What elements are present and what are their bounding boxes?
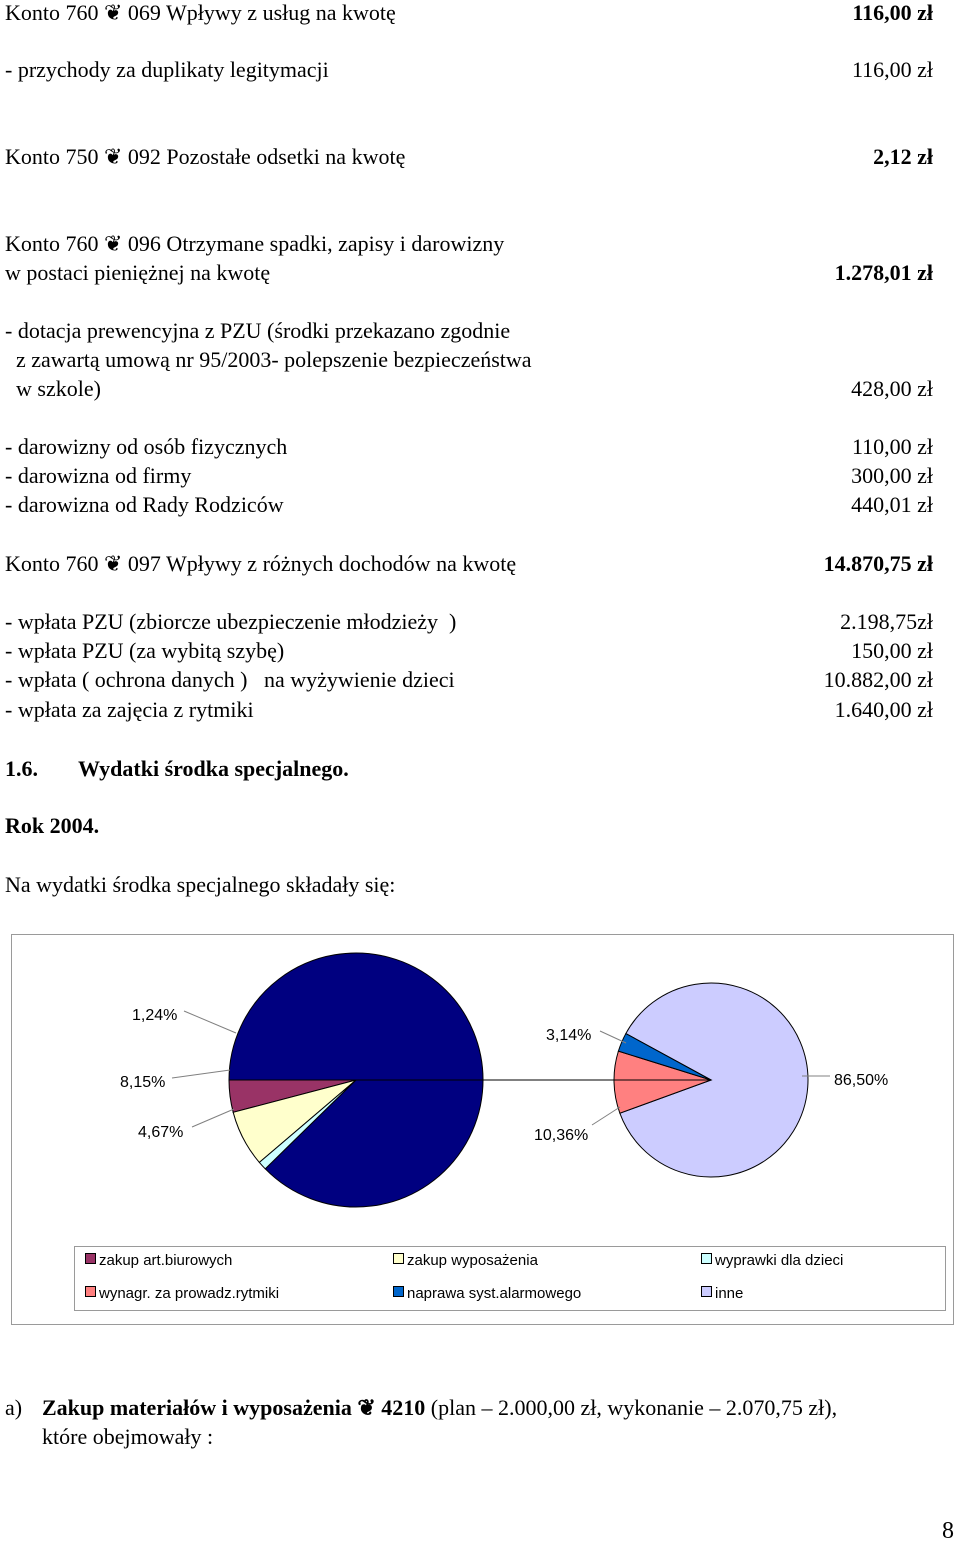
year-heading: Rok 2004.	[5, 813, 100, 838]
label-leader	[172, 1070, 230, 1078]
line-text: Konto 750 ❦ 092 Pozostałe odsetki na kwotę	[5, 144, 406, 169]
line-text: w postaci pieniężnej na kwotę	[5, 260, 271, 285]
line-amount: 150,00 zł	[851, 638, 933, 663]
legend-label: naprawa syst.alarmowego	[407, 1285, 582, 1302]
line-amount: 428,00 zł	[851, 376, 933, 401]
legend-swatch	[85, 1253, 96, 1264]
slice-label: 8,15%	[120, 1074, 166, 1091]
expenses-chart	[11, 934, 954, 1325]
label-leader	[184, 1011, 236, 1033]
label-leader	[192, 1109, 234, 1127]
line-text: - darowizna od Rady Rodziców	[5, 492, 284, 517]
line-amount: 440,01 zł	[851, 492, 933, 517]
legend-label: zakup art.biurowych	[99, 1252, 233, 1269]
line-text: z zawartą umową nr 95/2003- polepszenie bezpieczeństwa	[5, 347, 532, 372]
item-a-marker: a)	[5, 1395, 23, 1420]
section-heading	[5, 756, 349, 782]
line-amount: 2,12 zł	[873, 144, 933, 169]
line-amount: 116,00 zł	[852, 0, 933, 25]
intro-text: Na wydatki środka specjalnego składały się:	[5, 872, 396, 897]
line-text: - darowizna od firmy	[5, 463, 192, 488]
legend-item	[393, 1252, 538, 1270]
line-amount: 1.278,01 zł	[834, 260, 933, 285]
slice-label: 10,36%	[534, 1127, 589, 1144]
legend-label: wynagr. za prowadz.rytmiki	[99, 1285, 280, 1302]
legend-swatch	[85, 1286, 96, 1297]
line-text: w szkole)	[5, 376, 101, 401]
line-text: - wpłata PZU (zbiorcze ubezpieczenie młodzieży )	[5, 609, 457, 634]
line-amount: 116,00 zł	[851, 57, 933, 82]
chart-legend	[74, 1246, 946, 1311]
legend-label: wyprawki dla dzieci	[715, 1252, 844, 1269]
legend-label: zakup wyposażenia	[407, 1252, 538, 1269]
line-amount: 1.640,00 zł	[834, 697, 933, 722]
legend-swatch	[393, 1253, 404, 1264]
line-amount: 14.870,75 zł	[823, 551, 933, 576]
line-text: - darowizny od osób fizycznych	[5, 434, 288, 459]
line-amount: 300,00 zł	[851, 463, 933, 488]
page-number: 8	[942, 1518, 954, 1544]
line-text: Konto 760 ❦ 069 Wpływy z usług na kwotę	[5, 0, 396, 25]
line-text: - przychody za duplikaty legitymacji	[5, 57, 329, 82]
line-text: - wpłata za zajęcia z rytmiki	[5, 697, 254, 722]
legend-item	[701, 1285, 743, 1303]
slice-label: 4,67%	[138, 1124, 184, 1141]
item-a	[5, 1393, 945, 1449]
legend-item	[393, 1285, 581, 1303]
line-text: Konto 760 ❦ 097 Wpływy z różnych dochodów na kwotę	[5, 551, 517, 576]
line-amount: 2.198,75zł	[840, 609, 933, 634]
pie-chart-svg	[12, 935, 953, 1235]
line-amount: 110,00 zł	[851, 434, 933, 459]
line-text: Konto 760 ❦ 096 Otrzymane spadki, zapisy i darowizny	[5, 231, 505, 256]
label-leader	[592, 1107, 620, 1125]
slice-label: 86,50%	[834, 1072, 889, 1089]
item-a-plan: (plan – 2.000,00 zł, wykonanie – 2.070,75 zł),	[425, 1395, 838, 1420]
legend-swatch	[701, 1286, 712, 1297]
legend-label: inne	[715, 1285, 744, 1302]
item-a-title: Zakup materiałów i wyposażenia ❦ 4210	[42, 1395, 426, 1420]
line-text: - wpłata PZU (za wybitą szybę)	[5, 638, 285, 663]
line-text: - wpłata ( ochrona danych ) na wyżywienie dzieci	[5, 667, 455, 692]
label-leader	[600, 1031, 626, 1043]
section-title: Wydatki środka specjalnego.	[78, 756, 349, 781]
legend-swatch	[393, 1286, 404, 1297]
item-a-line2: które obejmowały :	[42, 1424, 214, 1449]
legend-item	[85, 1285, 279, 1303]
slice-label: 3,14%	[546, 1027, 592, 1044]
legend-item	[701, 1252, 843, 1270]
line-text: - dotacja prewencyjna z PZU (środki przekazano zgodnie	[5, 318, 511, 343]
section-number: 1.6.	[5, 756, 38, 781]
legend-swatch	[701, 1253, 712, 1264]
line-amount: 10.882,00 zł	[823, 667, 933, 692]
legend-item	[85, 1252, 232, 1270]
slice-label: 1,24%	[132, 1007, 178, 1024]
